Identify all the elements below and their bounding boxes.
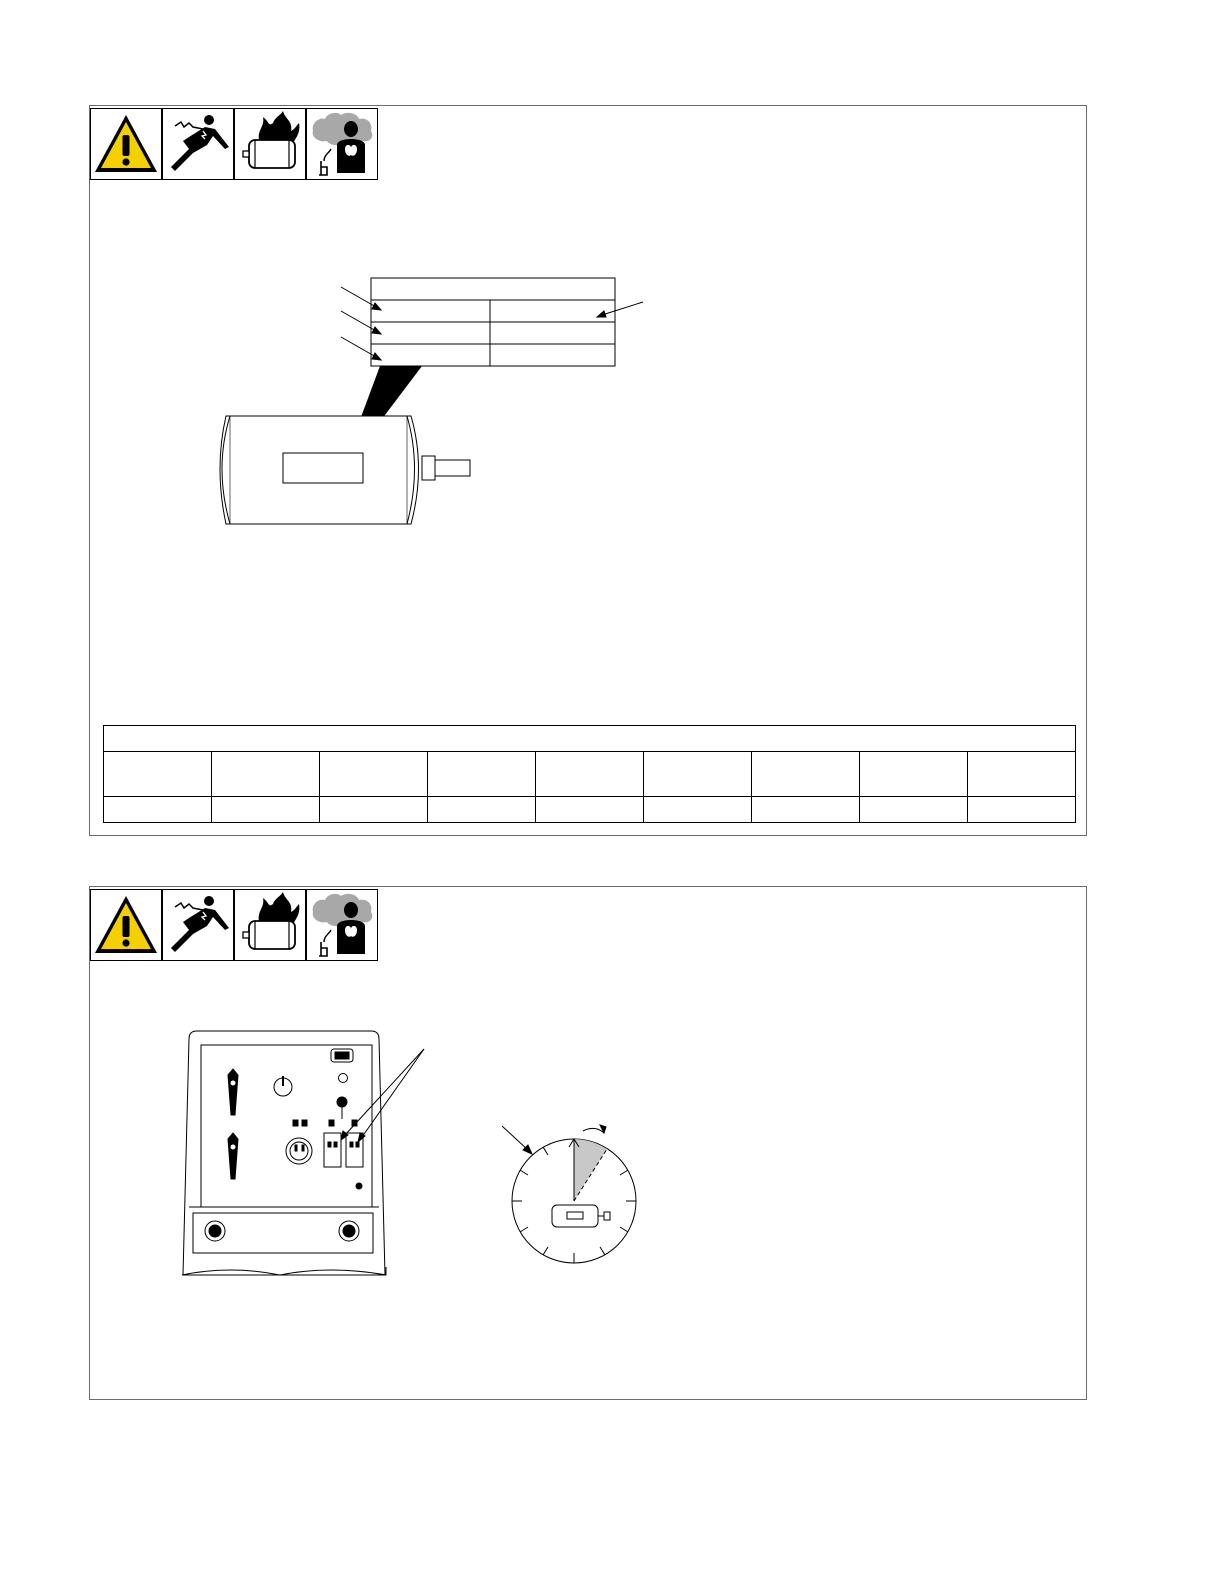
table-cell: [212, 797, 320, 823]
table-cell: [644, 752, 752, 797]
table-cell: [428, 752, 536, 797]
table-cell: [644, 797, 752, 823]
rotation-dial: [502, 1125, 636, 1263]
table-cell: [428, 797, 536, 823]
warning-panel-control-panel: [89, 886, 1087, 1400]
table-cell: [968, 797, 1076, 823]
generator-motor-body: [220, 416, 470, 524]
table-cell: [752, 797, 860, 823]
table-cell: [320, 752, 428, 797]
table-cell: [212, 752, 320, 797]
table-cell: [104, 797, 212, 823]
table-header-row: [104, 726, 1076, 752]
table-cell: [860, 797, 968, 823]
motor-nameplate-diagram: [90, 106, 1086, 716]
table-cell: [860, 752, 968, 797]
table-cell: [104, 752, 212, 797]
table-cell: [320, 797, 428, 823]
table-cell: [968, 752, 1076, 797]
table-cell: [536, 752, 644, 797]
control-panel-diagram: [90, 887, 1086, 1399]
specification-table: [103, 725, 1076, 823]
table-cell: [536, 797, 644, 823]
warning-panel-nameplate: [89, 105, 1087, 836]
table-cell: [752, 752, 860, 797]
nameplate-callout: [371, 278, 615, 366]
callout-arrows: [341, 287, 643, 360]
